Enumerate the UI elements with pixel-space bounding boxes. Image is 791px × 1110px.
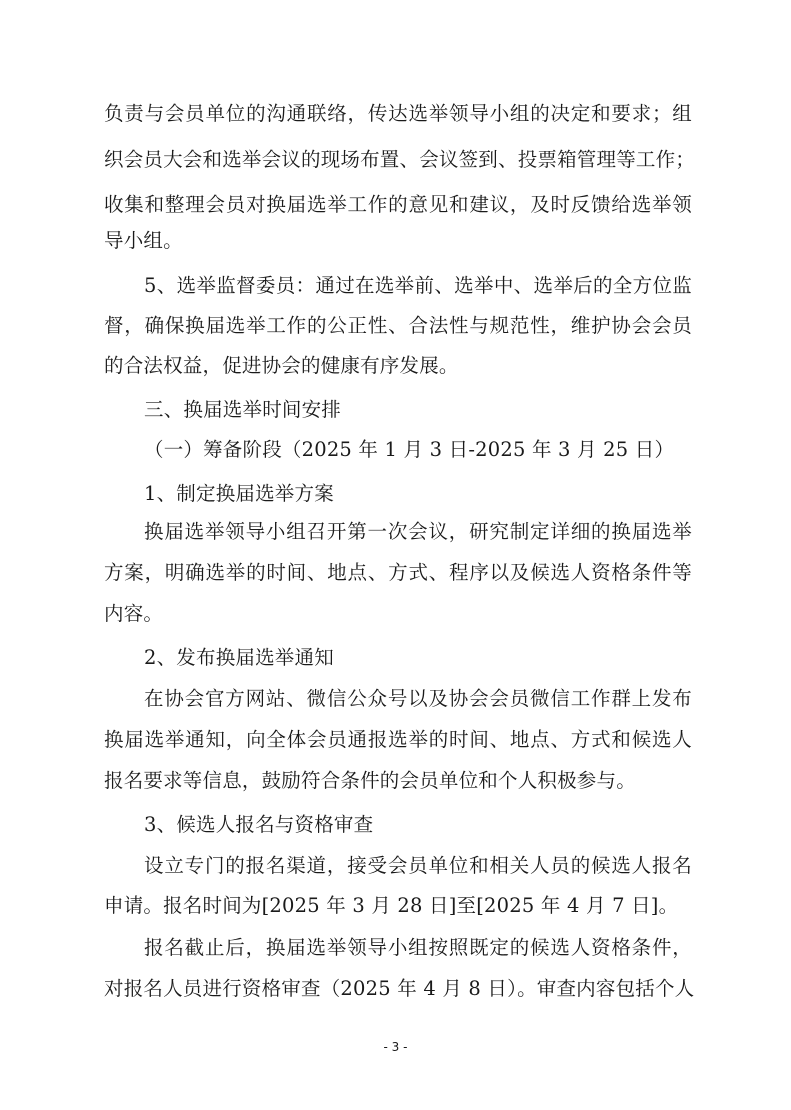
text-line: 收集和整理会员对换届选举工作的意见和建议，及时反馈给选举领 (104, 193, 692, 216)
text-line: 负责与会员单位的沟通联络，传达选举领导小组的决定和要求；组 (104, 102, 692, 125)
text-line: 导小组。 (104, 229, 183, 252)
section-heading: 三、换届选举时间安排 (144, 398, 342, 421)
text-line: 5、选举监督委员：通过在选举前、选举中、选举后的全方位监 (144, 274, 692, 297)
text-line: 设立专门的报名渠道，接受会员单位和相关人员的候选人报名 (144, 854, 692, 877)
item-heading: 3、候选人报名与资格审查 (144, 813, 374, 836)
text-line: 报名截止后，换届选举领导小组按照既定的候选人资格条件， (144, 936, 692, 959)
page-number: - 3 - (383, 1040, 408, 1054)
item-heading: 1、制定换届选举方案 (144, 482, 334, 505)
text-line: 对报名人员进行资格审查（2025 年 4 月 8 日）。审查内容包括个人 (104, 977, 695, 1000)
text-line: 方案，明确选举的时间、地点、方式、程序以及候选人资格条件等 (104, 561, 692, 584)
item-heading: 2、发布换届选举通知 (144, 646, 334, 669)
text-line: 的合法权益，促进协会的健康有序发展。 (104, 354, 459, 377)
text-line: 换届选举领导小组召开第一次会议，研究制定详细的换届选举 (144, 520, 692, 543)
text-line: 换届选举通知，向全体会员通报选举的时间、地点、方式和候选人 (104, 728, 692, 751)
text-line: 报名要求等信息，鼓励符合条件的会员单位和个人积极参与。 (104, 769, 636, 792)
text-line: 督，确保换届选举工作的公正性、合法性与规范性，维护协会会员 (104, 314, 692, 337)
text-line: 织会员大会和选举会议的现场布置、会议签到、投票箱管理等工作； (104, 148, 696, 171)
text-line: 内容。 (104, 602, 164, 625)
subsection-heading: （一）筹备阶段（2025 年 1 月 3 日-2025 年 3 月 25 日） (144, 438, 675, 461)
text-line: 在协会官方网站、微信公众号以及协会会员微信工作群上发布 (144, 687, 692, 710)
text-line: 申请。报名时间为[2025 年 3 月 28 日]至[2025 年 4 月 7 日]。 (104, 894, 679, 917)
